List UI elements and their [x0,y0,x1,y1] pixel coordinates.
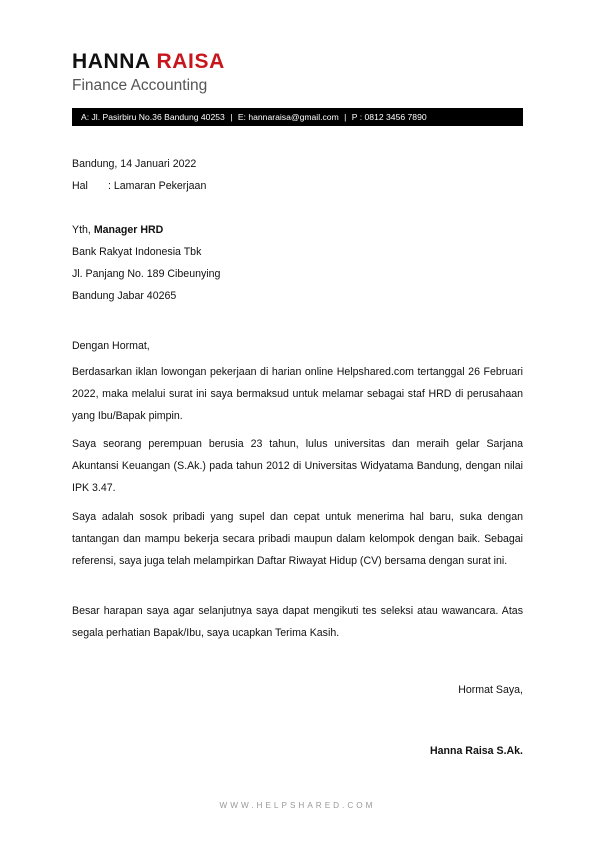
contact-phone: P : 0812 3456 7890 [351,112,427,122]
recipient-street: Jl. Panjang No. 189 Cibeunying [72,268,221,280]
closing: Hormat Saya, [458,684,523,696]
contact-address: A: Jl. Pasirbiru No.36 Bandung 40253 [81,112,225,122]
recipient-line [72,223,163,237]
recipient-company: Bank Rakyat Indonesia Tbk [72,246,202,258]
body-paragraph: Saya seorang perempuan berusia 23 tahun, lulus universitas dan meraih gelar Sarjana Akuntansi Keuangan (S.Ak.) pada tahun 2012 di Universitas Widyatama Bandung, dengan nilai IPK 3.47. [72,438,523,494]
signature-name: Hanna Raisa S.Ak. [429,745,523,757]
applicant-name [72,50,225,74]
last-name: RAISA [156,50,225,73]
recipient-greeting: Yth, [72,224,91,236]
applicant-title: Finance Accounting [72,77,208,94]
contact-separator: | [344,112,347,122]
body-paragraph: Besar harapan saya agar selanjutnya saya dapat mengikuti tes seleksi atau wawancara. Atas segala perhatian Bapak/Ibu, saya ucapkan Terima Kasih. [72,605,523,639]
contact-bar [72,108,523,126]
contact-separator: | [230,112,233,122]
salutation: Dengan Hormat, [72,340,150,352]
place-date: Bandung, 14 Januari 2022 [72,158,197,170]
body-paragraph: Berdasarkan iklan lowongan pekerjaan di harian online Helpshared.com tertanggal 26 Februari 2022, maka melalui surat ini saya bermaksud untuk melamar sebagai staf HRD di perusahaan yang Ibu/Bapak pimpin. [72,366,523,422]
contact-email: E: hannaraisa@gmail.com [237,112,339,122]
body-paragraph: Saya adalah sosok pribadi yang supel dan cepat untuk menerima hal baru, suka dengan tantangan dan mampu bekerja secara pribadi maupun dalam kelompok dengan baik. Sebagai referensi, saya juga telah melampirkan Daftar Riwayat Hidup (CV) bersama dengan surat ini. [72,511,523,567]
subject-label: Hal [72,180,88,192]
recipient-name: Manager HRD [93,224,164,236]
first-name: HANNA [72,50,151,73]
subject-line [72,179,206,193]
subject-value: : Lamaran Pekerjaan [108,180,207,192]
recipient-city: Bandung Jabar 40265 [72,290,177,302]
footer-website: WWW.HELPSHARED.COM [219,801,376,810]
